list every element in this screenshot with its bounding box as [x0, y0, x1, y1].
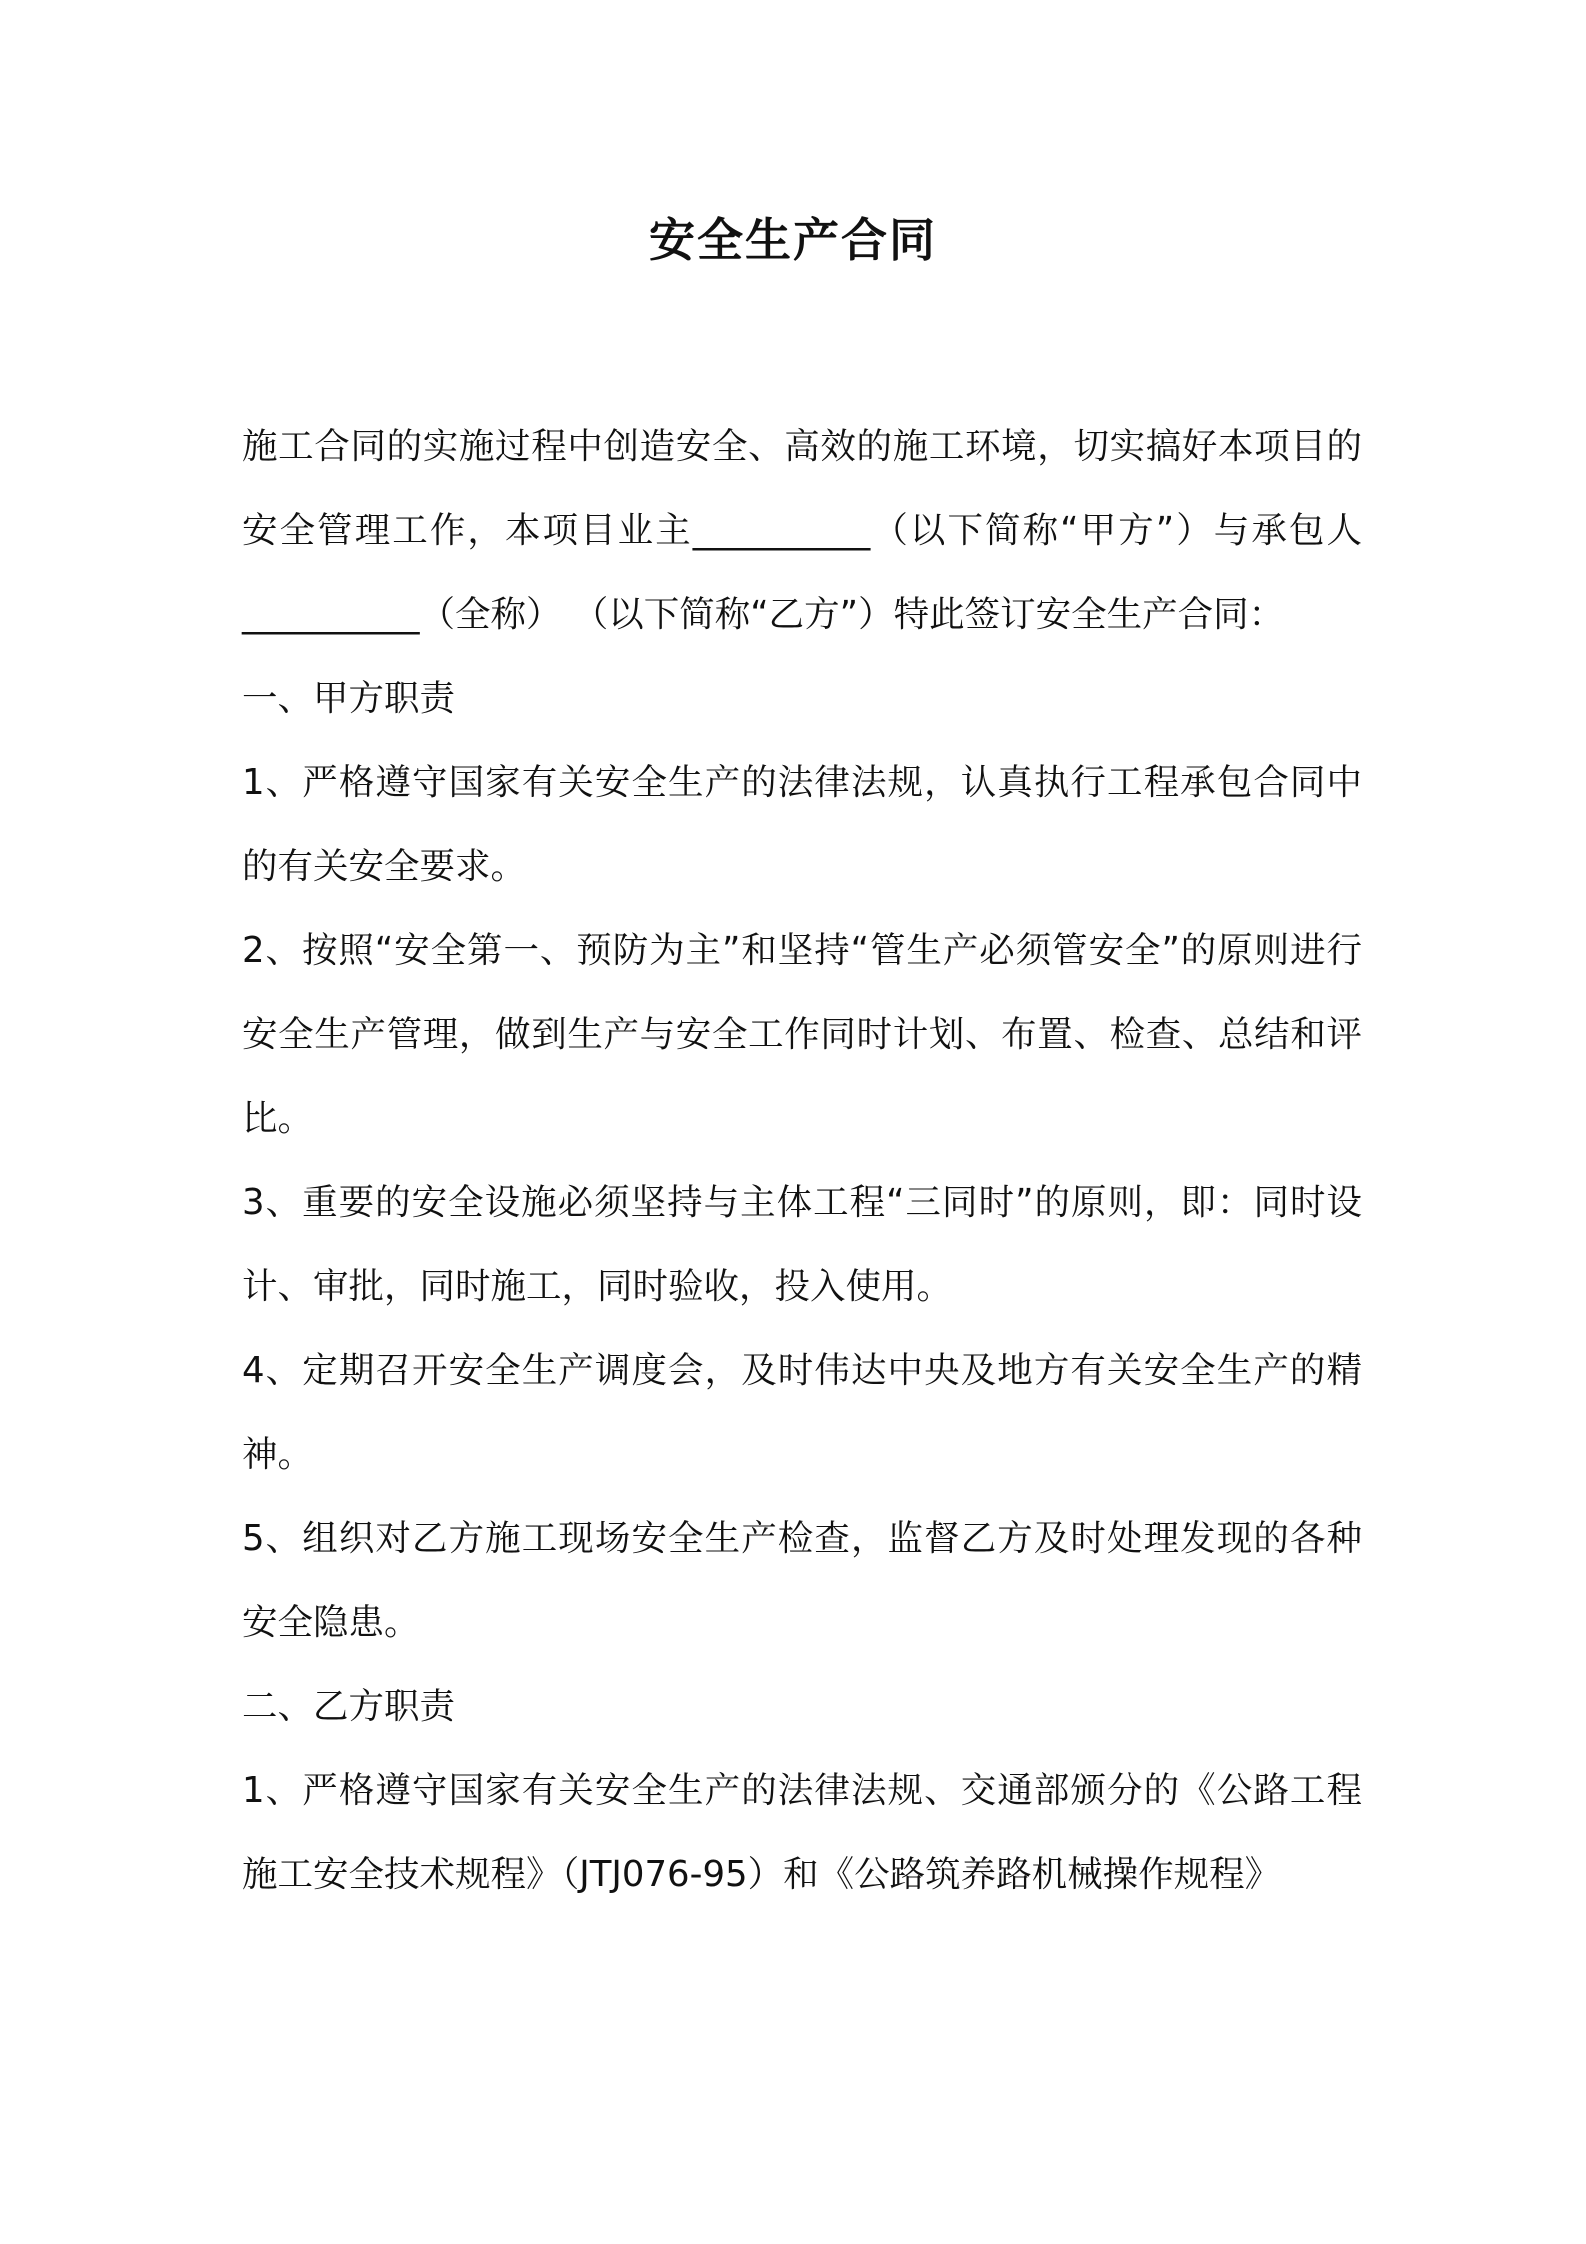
party-a-clause-1: 1、严格遵守国家有关安全生产的法律法规，认真执行工程承包合同中的有关安全要求。: [242, 762, 1362, 887]
party-b-clause-1: 1、严格遵守国家有关安全生产的法律法规、交通部颁分的《公路工程施工安全技术规程》（JTJ076-95）和《公路筑养路机械操作规程》: [242, 1770, 1362, 1895]
section-heading-party-a: 一、甲方职责: [242, 678, 456, 719]
section-heading-party-b: 二、乙方职责: [242, 1686, 456, 1727]
party-a-clause-3: 3、重要的安全设施必须坚持与主体工程“三同时”的原则，即：同时设计、审批，同时施工，同时验收，投入使用。: [242, 1182, 1362, 1307]
party-a-clause-5: 5、组织对乙方施工现场安全生产检查，监督乙方及时处理发现的各种安全隐患。: [242, 1518, 1362, 1643]
document-title: 安全生产合同: [649, 213, 937, 267]
party-a-clause-4: 4、定期召开安全生产调度会，及时伟达中央及地方有关安全生产的精神。: [242, 1350, 1362, 1475]
party-a-clause-2: 2、按照“安全第一、预防为主”和坚持“管生产必须管安全”的原则进行安全生产管理，做到生产与安全工作同时计划、布置、检查、总结和评比。: [242, 930, 1362, 1139]
document-body: [242, 405, 1362, 1917]
intro-paragraph: 施工合同的实施过程中创造安全、高效的施工环境，切实搞好本项目的安全管理工作，本项目业主__________（以下简称“甲方”）与承包人 __________（全称） （以下简称“乙方”）特此签订安全生产合同：: [242, 426, 1362, 635]
